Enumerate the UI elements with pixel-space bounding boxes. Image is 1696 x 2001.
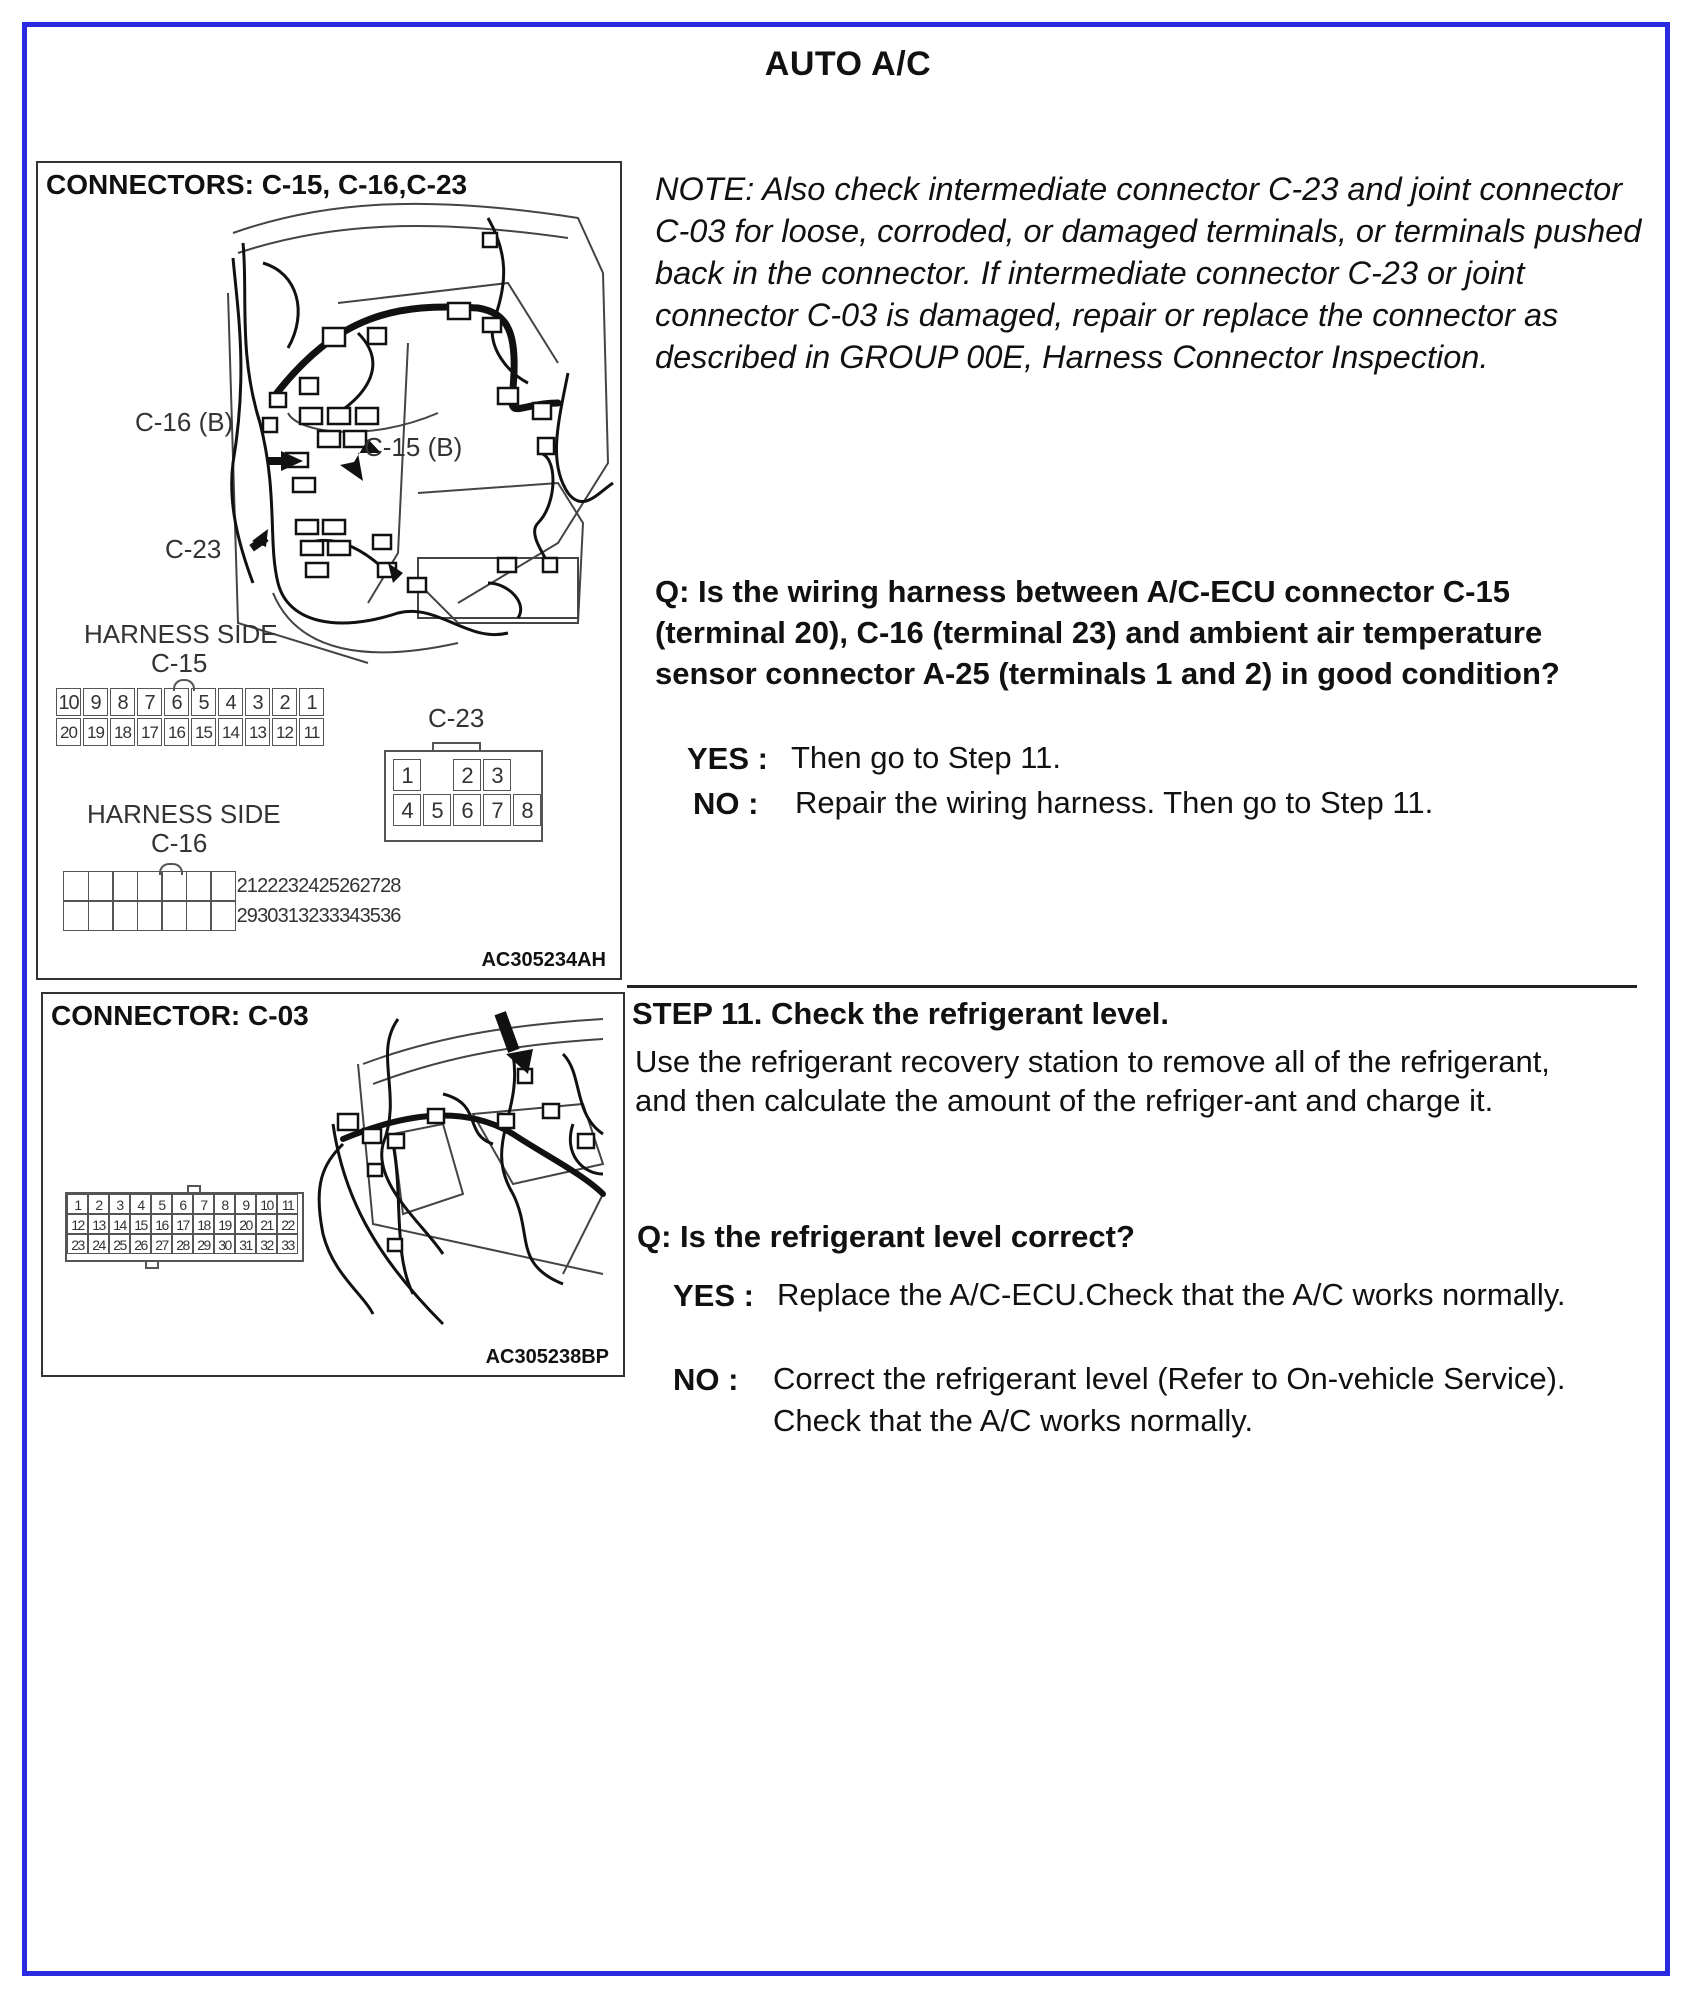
connector-name-c15: C-15 — [151, 648, 208, 678]
terminal-cell: 12 — [272, 718, 297, 746]
terminal-cell-empty — [137, 871, 163, 901]
terminal-cell: 18 — [110, 718, 135, 746]
terminal-cell: 32 — [298, 905, 319, 927]
terminal-cell-empty — [210, 901, 236, 931]
terminal-cell-empty — [88, 901, 114, 931]
terminal-cell: 24 — [88, 1234, 109, 1254]
terminal-cell: 36 — [380, 905, 401, 927]
terminal-cell: 4 — [218, 688, 243, 716]
figure-code: AC305234AH — [481, 949, 606, 971]
terminal-cell: 9 — [235, 1194, 256, 1214]
terminal-cell-empty — [186, 901, 212, 931]
question-1: Q: Is the wiring harness between A/C-ECU connector C-15 (terminal 20), C-16 (terminal 23) and ambient air temperature sensor connector A-25 (terminals 1 and 2) in good condition? — [655, 574, 1560, 691]
terminal-cell: 15 — [130, 1214, 151, 1234]
terminal-cell: 4 — [130, 1194, 151, 1214]
terminal-cell: 10 — [256, 1194, 277, 1214]
terminal-cell: 25 — [318, 875, 339, 897]
terminal-cell: 3 — [109, 1194, 130, 1214]
terminal-cell: 29 — [236, 905, 257, 927]
question-2: Q: Is the refrigerant level correct? — [637, 1219, 1135, 1254]
terminal-cell: 28 — [172, 1234, 193, 1254]
terminal-cell: 5 — [191, 688, 216, 716]
callout-c16: C-16 (B) — [135, 407, 234, 437]
terminal-cell: 21 — [256, 1214, 277, 1234]
terminal-cell: 18 — [193, 1214, 214, 1234]
dashboard-wiring-illustration — [38, 163, 618, 763]
terminal-cell: 27 — [359, 875, 380, 897]
terminal-cell — [423, 759, 451, 791]
terminal-cell: 1 — [67, 1194, 88, 1214]
terminal-cell-empty — [137, 901, 163, 931]
terminal-cell: 27 — [151, 1234, 172, 1254]
terminal-cell: 16 — [164, 718, 189, 746]
terminal-cell: 17 — [172, 1214, 193, 1234]
harness-side-label-c15: HARNESS SIDE — [84, 619, 278, 649]
terminal-cell-empty — [112, 901, 138, 931]
terminal-cell: 31 — [277, 905, 298, 927]
terminal-cell: 12 — [67, 1214, 88, 1234]
connector-name-c16: C-16 — [151, 828, 208, 858]
terminal-cell-empty — [88, 871, 114, 901]
page-title: AUTO A/C — [764, 45, 932, 83]
terminal-cell: 8 — [110, 688, 135, 716]
terminal-cell: 7 — [483, 794, 511, 826]
terminal-cell: 6 — [164, 688, 189, 716]
callout-c15: C-15 (B) — [364, 432, 463, 462]
section-divider — [627, 985, 1637, 988]
terminal-cell: 24 — [298, 875, 319, 897]
terminal-cell: 3 — [483, 759, 511, 791]
terminal-cell: 13 — [88, 1214, 109, 1234]
terminal-cell: 3 — [245, 688, 270, 716]
terminal-cell: 2 — [272, 688, 297, 716]
terminal-cell: 10 — [56, 688, 81, 716]
connector-c03-figure — [41, 992, 625, 1377]
terminal-cell-empty — [161, 901, 187, 931]
terminal-cell: 5 — [423, 794, 451, 826]
terminal-cell-empty — [63, 901, 89, 931]
terminal-cell-empty — [112, 871, 138, 901]
terminal-cell: 34 — [339, 905, 360, 927]
terminal-cell: 35 — [359, 905, 380, 927]
terminal-cell: 17 — [137, 718, 162, 746]
q1-yes-text: Then go to Step 11. — [791, 740, 1062, 775]
terminal-cell: 2 — [453, 759, 481, 791]
terminal-cell: 30 — [257, 905, 278, 927]
connector-name-c23: C-23 — [428, 703, 485, 733]
terminal-cell: 31 — [235, 1234, 256, 1254]
terminal-cell: 16 — [151, 1214, 172, 1234]
terminal-cell: 8 — [214, 1194, 235, 1214]
terminal-cell: 9 — [83, 688, 108, 716]
q2-yes-label: YES : — [673, 1278, 754, 1313]
terminal-cell: 15 — [191, 718, 216, 746]
q1-no-label: NO : — [693, 786, 759, 821]
terminal-cell: 29 — [193, 1234, 214, 1254]
terminal-cell: 1 — [393, 759, 421, 791]
terminal-cell: 28 — [380, 875, 401, 897]
q2-no-text: Correct the refrigerant level (Refer to On-vehicle Service). Check that the A/C works normally. — [773, 1361, 1566, 1438]
figure2-title: CONNECTOR: C-03 — [51, 1000, 309, 1031]
terminal-cell: 26 — [339, 875, 360, 897]
terminal-cell: 6 — [172, 1194, 193, 1214]
terminal-cell: 2 — [88, 1194, 109, 1214]
terminal-cell-empty — [210, 871, 236, 901]
terminal-cell: 23 — [67, 1234, 88, 1254]
terminal-cell: 8 — [513, 794, 541, 826]
terminal-cell: 23 — [277, 875, 298, 897]
terminal-cell: 25 — [109, 1234, 130, 1254]
terminal-cell: 7 — [137, 688, 162, 716]
terminal-cell: 5 — [151, 1194, 172, 1214]
terminal-cell: 14 — [218, 718, 243, 746]
terminal-cell: 6 — [453, 794, 481, 826]
note-text: NOTE: Also check intermediate connector C-23 and joint connector C-03 for loose, corroded, or damaged terminals, or terminals pushed back in the connector. If intermediate connector C-23 or joint connector C-03 is damaged, repair or replace the connector as described in GROUP 00E, Harness Connector Inspection. — [655, 171, 1642, 375]
step-11-heading: STEP 11. Check the refrigerant level. — [632, 996, 1170, 1031]
q1-no-text: Repair the wiring harness. Then go to Step 11. — [795, 785, 1434, 820]
terminal-cell-empty — [186, 871, 212, 901]
connector-c23-diagram — [384, 750, 543, 842]
terminal-cell: 22 — [257, 875, 278, 897]
terminal-cell: 1 — [299, 688, 324, 716]
terminal-cell: 11 — [299, 718, 324, 746]
connectors-figure — [36, 161, 622, 980]
dashboard-wiring-illustration-2 — [43, 994, 621, 1373]
figure-title: CONNECTORS: C-15, C-16,C-23 — [46, 169, 468, 200]
q2-yes-text: Replace the A/C-ECU.Check that the A/C works normally. — [777, 1277, 1566, 1312]
connector-c03-diagram — [65, 1192, 304, 1262]
terminal-cell: 11 — [277, 1194, 298, 1214]
terminal-cell: 20 — [56, 718, 81, 746]
terminal-cell: 4 — [393, 794, 421, 826]
terminal-cell: 20 — [235, 1214, 256, 1234]
terminal-cell: 30 — [214, 1234, 235, 1254]
terminal-cell: 26 — [130, 1234, 151, 1254]
terminal-cell: 32 — [256, 1234, 277, 1254]
terminal-cell: 7 — [193, 1194, 214, 1214]
callout-c23: C-23 — [165, 534, 222, 564]
harness-side-label-c16: HARNESS SIDE — [87, 799, 281, 829]
figure2-code: AC305238BP — [485, 1346, 609, 1368]
terminal-cell: 22 — [277, 1214, 298, 1234]
terminal-cell: 13 — [245, 718, 270, 746]
terminal-cell: 19 — [83, 718, 108, 746]
step-11-body: Use the refrigerant recovery station to remove all of the refrigerant, and then calculate the amount of the refriger-ant and charge it. — [635, 1044, 1550, 1118]
connector-c15-diagram — [55, 687, 325, 747]
q2-no-label: NO : — [673, 1362, 739, 1397]
terminal-cell: 19 — [214, 1214, 235, 1234]
terminal-cell: 14 — [109, 1214, 130, 1234]
terminal-cell: 33 — [318, 905, 339, 927]
terminal-cell-empty — [63, 871, 89, 901]
connector-c16-diagram — [63, 871, 401, 931]
q1-yes-label: YES : — [687, 741, 768, 776]
terminal-cell: 33 — [277, 1234, 298, 1254]
terminal-cell-empty — [161, 871, 187, 901]
terminal-cell: 21 — [236, 875, 257, 897]
